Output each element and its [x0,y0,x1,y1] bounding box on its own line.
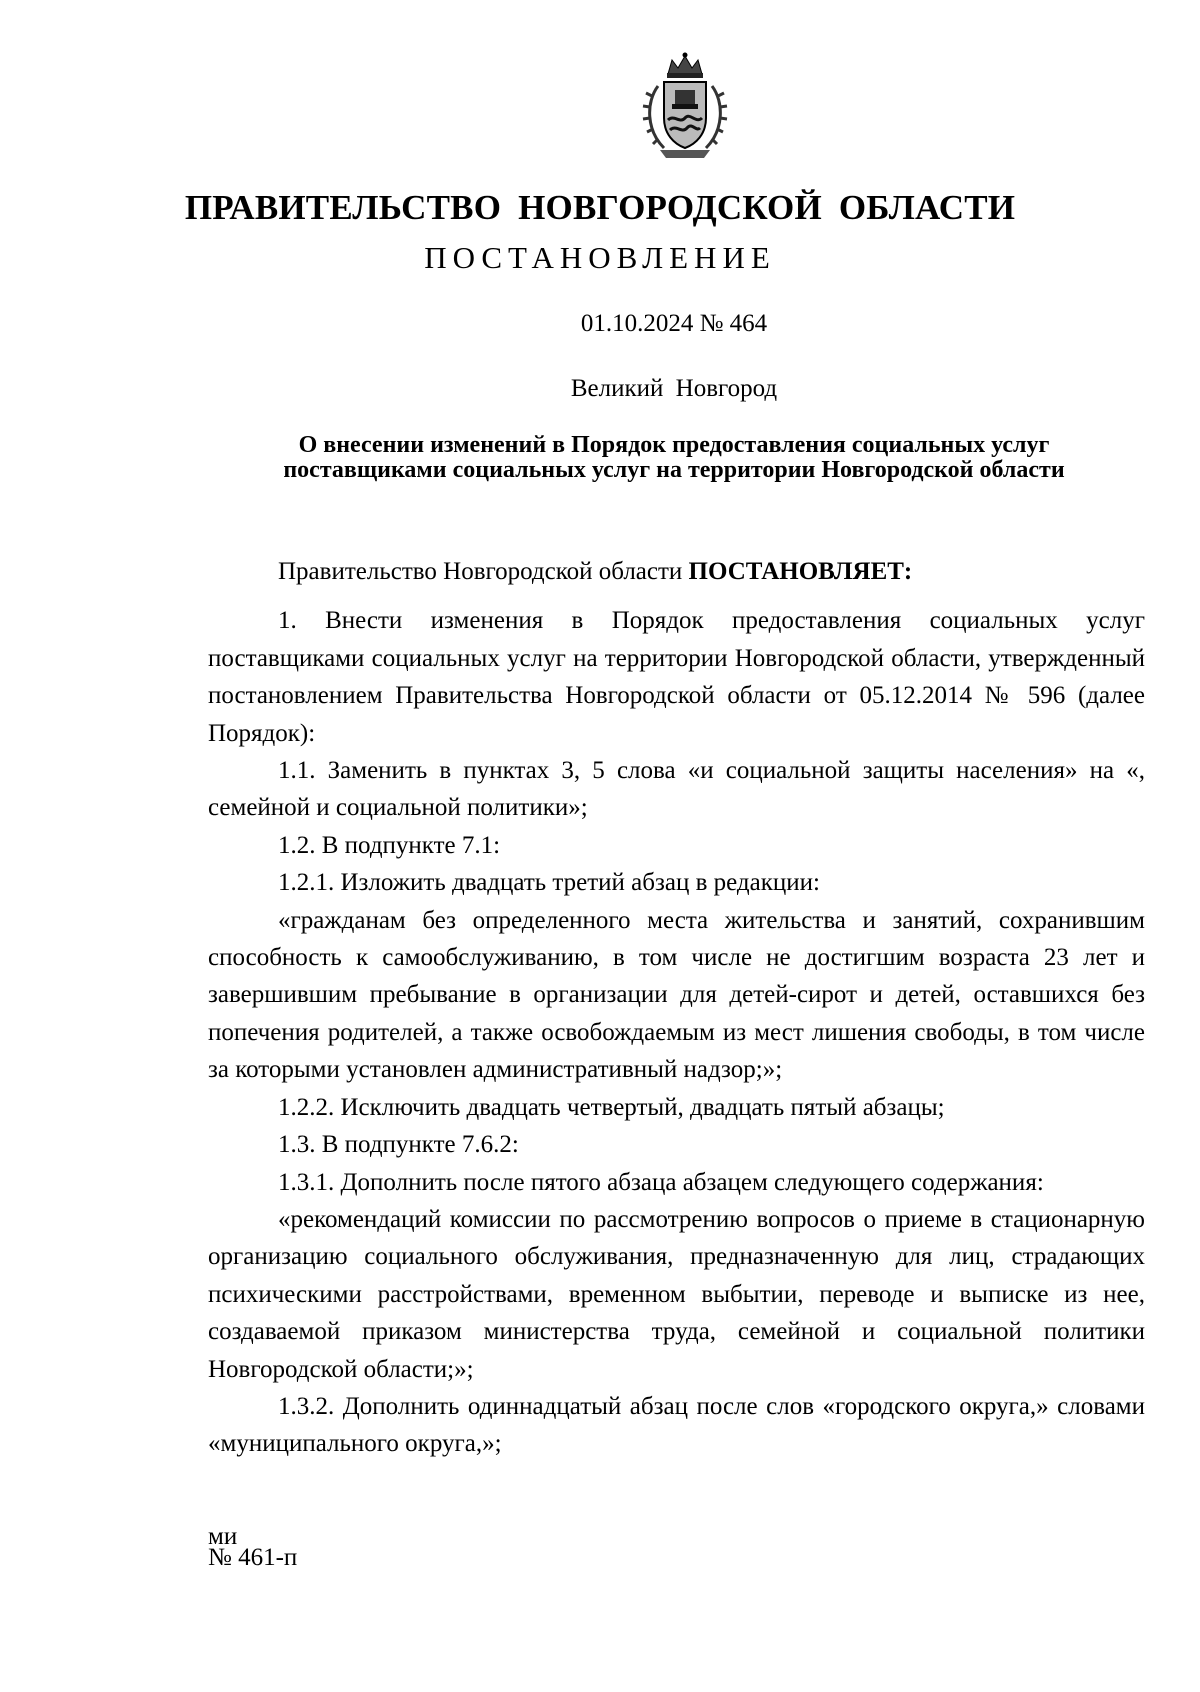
resolution-lead [208,553,1145,590]
paragraph-1-3-1: 1.3.1. Дополнить после пятого абзаца абзацем следующего содержания: [278,1168,1044,1196]
document-date-number: 01.10.2024 № 464 [580,310,768,337]
document-footer [208,1523,298,1571]
paragraph-1-2-2: 1.2.2. Исключить двадцать четвертый, двадцать пятый абзацы; [278,1093,945,1121]
lead-bold: ПОСТАНОВЛЯЕТ: [688,558,913,585]
paragraph-quote-2: «рекомендаций комиссии по рассмотрению вопросов о приеме в стационарную организацию социального обслуживания, предназначенную для лиц, страдающих психическими расстройствами, временном выбытии, переводе и выписке из нее, создаваемой приказом министерства труда, семейной и социальной политики Новгородской области;»; [208,1205,1145,1383]
paragraph-1-2-1: 1.2.1. Изложить двадцать третий абзац в редакции: [278,869,820,897]
novgorod-coat-of-arms-icon [638,52,732,162]
paragraph-1-1: 1.1. Заменить в пунктах 3, 5 слова «и социальной защиты населения» на «, семейной и социальной политики»; [208,757,1145,822]
lead-text: Правительство Новгородской области [278,558,689,585]
subject-line-1: О внесении изменений в Порядок предоставления социальных услуг [298,432,1050,458]
footer-reg-number: № 461-п [208,1544,298,1571]
government-title: ПРАВИТЕЛЬСТВО НОВГОРОДСКОЙ ОБЛАСТИ [184,188,1016,227]
footer-initials: ми [208,1523,238,1550]
document-subject [200,433,1148,483]
paragraph-1-3: 1.3. В подпункте 7.6.2: [278,1131,519,1159]
document-city: Великий Новгород [570,375,778,402]
subject-line-2: поставщиками социальных услуг на территории Новгородской области [283,457,1065,483]
paragraph-quote-1: «гражданам без определенного места жительства и занятий, сохранившим способность к самообслуживанию, в том числе не достигшим возраста 23 лет и завершившим пребывание в организации для детей-сирот и детей, оставшихся без попечения родителей, а также освобождаемым из мест лишения свободы, в том числе за которыми установлен административный надзор;»; [208,906,1145,1084]
paragraph-1: 1. Внести изменения в Порядок предоставления социальных услуг поставщиками социальных услуг на территории Новгородской области, утвержденный постановлением Правительства Новгородской области от 05.12.2014 № 596 (далее Порядок): [208,607,1145,747]
paragraph-1-2: 1.2. В подпункте 7.1: [278,831,501,859]
document-body [208,553,1145,1463]
document-type: ПОСТАНОВЛЕНИЕ [424,240,776,275]
paragraph-1-3-2: 1.3.2. Дополнить одиннадцатый абзац после слов «городского округа,» словами «муниципального округа,»; [208,1392,1145,1458]
